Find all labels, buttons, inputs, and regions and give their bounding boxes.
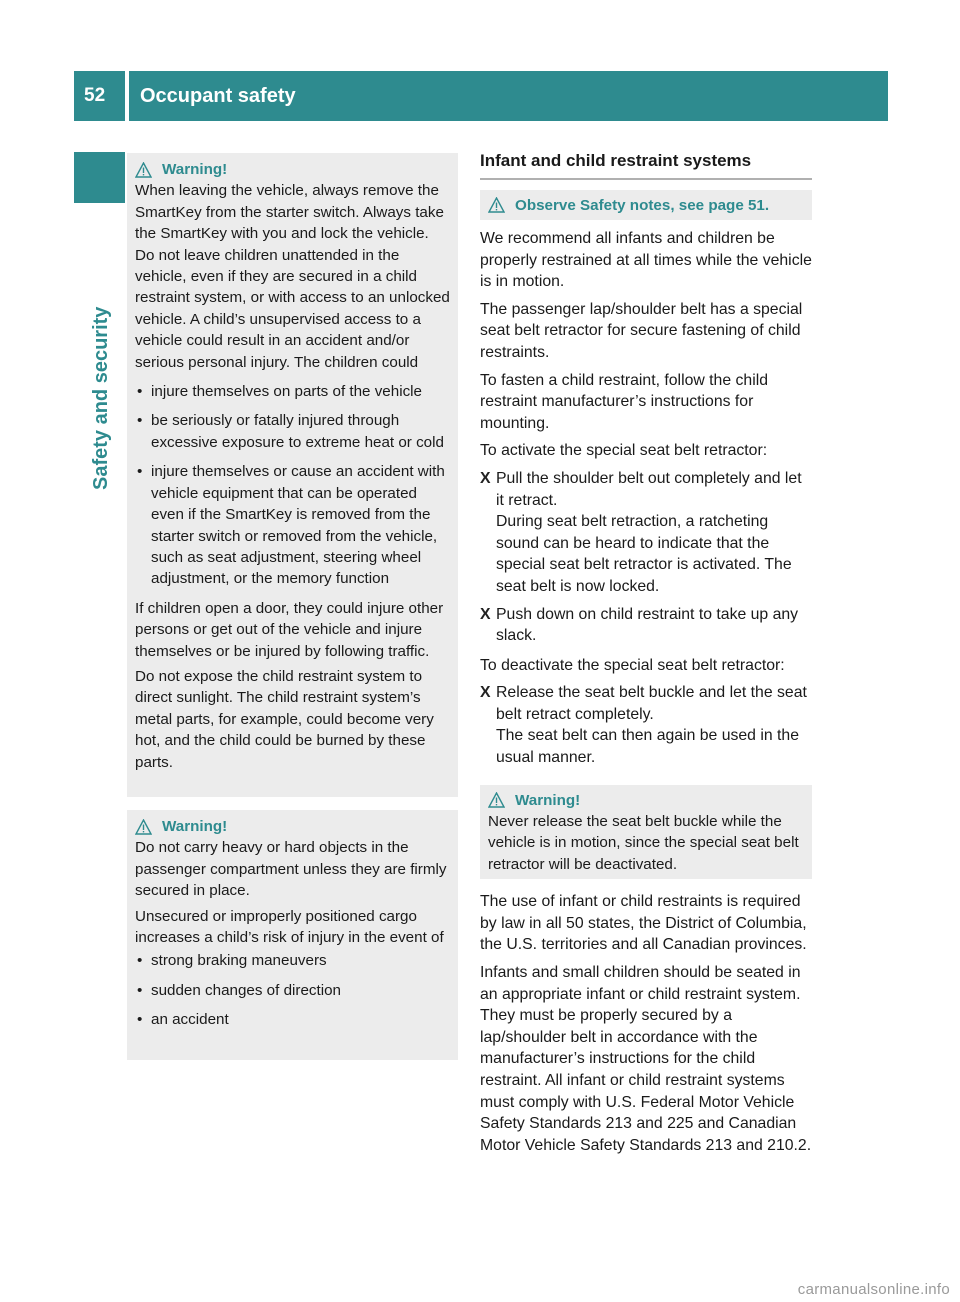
warning-title: Warning! — [162, 161, 228, 178]
warning-box-cargo — [127, 810, 458, 1060]
header-divider — [125, 71, 129, 121]
warning-text: Never release the seat belt buckle while the vehicle is in motion, since the special seat belt retractor will be deactivated. — [488, 813, 799, 873]
body-paragraph: We recommend all infants and children be properly restrained at all times while the vehicle is in motion. — [480, 230, 812, 291]
bullet-glyph: • — [137, 383, 143, 401]
warning-triangle-icon — [488, 792, 505, 808]
list-item: • injure themselves on parts of the vehicle — [135, 381, 450, 402]
instruction-step — [480, 604, 812, 647]
warning-text: When leaving the vehicle, always remove the SmartKey from the starter switch. Always take the SmartKey with you and lock the vehicle. Do not leave children unattended in the vehicle, even if they are secured in a child restraint system, or with access to an unlocked vehicle. A child’s unsupervised access to a vehicle could result in an accident and/or serious personal injury. The children could — [135, 182, 450, 371]
bullet-glyph: • — [137, 1011, 143, 1029]
warning-box-buckle — [480, 785, 812, 880]
warning-heading — [135, 159, 450, 180]
bullet-glyph: • — [137, 412, 143, 430]
page-number: 52 — [84, 85, 106, 106]
warning-title: Warning! — [162, 818, 228, 835]
list-item: • sudden changes of direction — [135, 980, 450, 1001]
step-text: Release the seat belt buckle and let the seat belt retract completely. — [496, 684, 807, 723]
observe-note-text: Observe Safety notes, see page 51. — [515, 196, 770, 214]
watermark: carmanualsonline.info — [797, 1281, 950, 1298]
step-text: Pull the shoulder belt out completely and let it retract. — [496, 469, 802, 509]
body-paragraph: The passenger lap/shoulder belt has a special seat belt retractor for secure fastening of child restraints. — [480, 300, 803, 361]
warning-heading — [488, 790, 804, 811]
section-heading: Infant and child restraint systems — [480, 150, 812, 180]
warning-text: Do not expose the child restraint system to direct sunlight. The child restraint system’s metal parts, for example, could become very hot, and the child could be burned by these parts. — [135, 667, 434, 771]
warning-triangle-icon — [488, 197, 505, 213]
side-tab-marker — [74, 152, 125, 203]
list-item: • strong braking maneuvers — [135, 950, 450, 971]
step-result: The seat belt can then again be used in the usual manner. — [496, 727, 799, 767]
body-paragraph: To activate the special seat belt retractor: — [480, 442, 768, 460]
list-item: • an accident — [135, 1009, 450, 1030]
warning-text: Do not carry heavy or hard objects in the passenger compartment unless they are firmly secured in place. — [135, 839, 447, 900]
observe-note — [488, 195, 804, 216]
body-paragraph: The use of infant or child restraints is required by law in all 50 states, the District of Columbia, the U.S. territories and all Canadian provinces. — [480, 893, 807, 954]
step-marker: X — [480, 469, 491, 487]
instruction-step — [480, 468, 812, 598]
warning-text: Unsecured or improperly positioned cargo increases a child’s risk of injury in the event of — [135, 907, 444, 947]
instruction-step — [480, 682, 812, 768]
side-tab-label: Safety and security — [90, 306, 112, 490]
page-title: Occupant safety — [140, 85, 296, 107]
warning-box-children-unattended — [127, 153, 458, 797]
bullet-glyph: • — [137, 981, 143, 999]
body-paragraph: To deactivate the special seat belt retractor: — [480, 656, 785, 674]
bullet-glyph: • — [137, 463, 143, 481]
bullet-glyph: • — [137, 952, 143, 970]
body-paragraph: Infants and small children should be seated in an appropriate infant or child restraint system. They must be properly secured by a lap/shoulder belt in accordance with the manufacturer’s instructions for the child restraint. All infant or child restraint systems must comply with U.S. Federal Motor Vehicle Safety Standards 213 and 225 and Canadian Motor Vehicle Safety Standards 213 and 210.2. — [480, 964, 812, 1154]
step-result: During seat belt retraction, a ratcheting sound can be heard to indicate that the special seat belt retractor is activated. The seat belt is now locked. — [496, 513, 792, 595]
list-item: • be seriously or fatally injured through excessive exposure to extreme heat or cold — [135, 410, 450, 453]
warning-triangle-icon — [135, 162, 152, 178]
list-item: • injure themselves or cause an accident with vehicle equipment that can be operated even if the SmartKey is removed from the starter switch or removed from the vehicle, such as seat adjustment, steering wheel adjustment, or the memory function — [135, 461, 450, 589]
main-column — [480, 150, 812, 1162]
warning-text: If children open a door, they could injure other persons or get out of the vehicle and injure themselves or be injured by following traffic. — [135, 599, 444, 660]
warning-title: Warning! — [515, 791, 581, 809]
step-marker: X — [480, 684, 491, 702]
body-paragraph: To fasten a child restraint, follow the child restraint manufacturer’s instructions for mounting. — [480, 371, 768, 432]
observe-note-box — [480, 190, 812, 220]
step-text: Push down on child restraint to take up any slack. — [496, 605, 799, 645]
warning-heading — [135, 816, 450, 837]
warning-triangle-icon — [135, 819, 152, 835]
step-marker: X — [480, 605, 491, 623]
page-header — [74, 71, 888, 121]
